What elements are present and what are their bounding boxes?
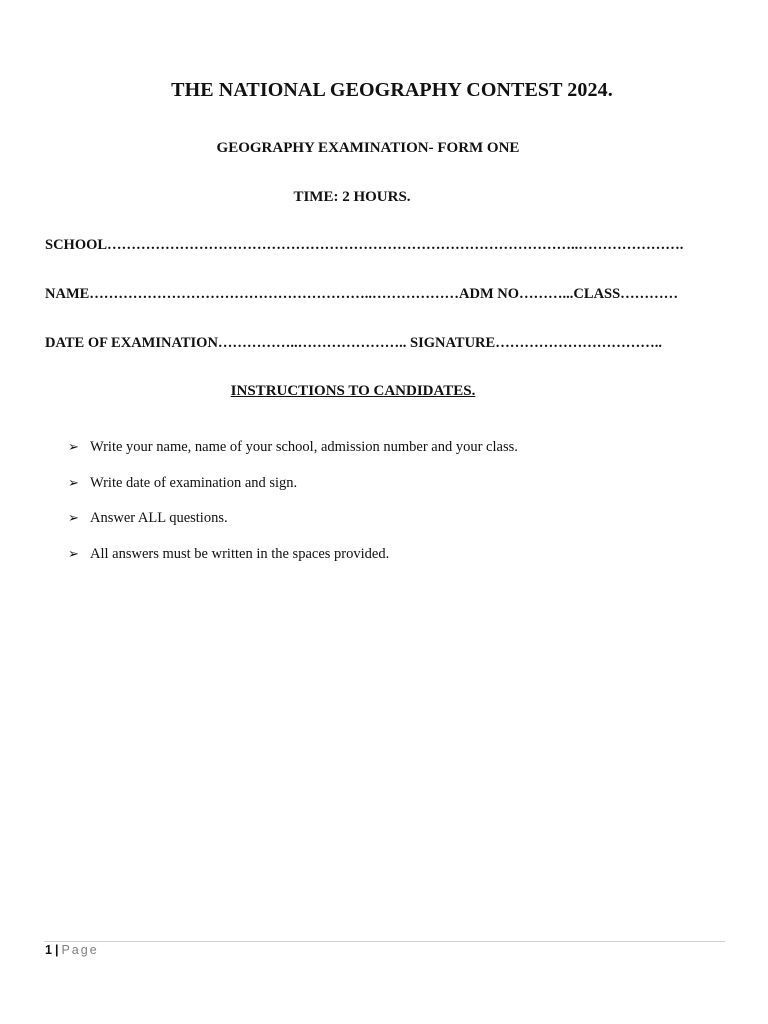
instructions-list	[68, 430, 518, 572]
list-item	[68, 501, 518, 537]
page-separator: |	[54, 943, 59, 957]
footer-divider	[44, 941, 725, 942]
list-item	[68, 466, 518, 502]
instruction-text: Write your name, name of your school, admission number and your class.	[90, 439, 518, 456]
arrow-bullet-icon: ➢	[68, 546, 79, 562]
exam-title: THE NATIONAL GEOGRAPHY CONTEST 2024.	[171, 79, 613, 101]
page-number: 1	[45, 943, 52, 957]
instruction-text: All answers must be written in the spaces provided.	[90, 545, 390, 562]
date-signature-field-line: DATE OF EXAMINATION……………..………………….. SIGNATURE……………………………..	[45, 335, 662, 351]
school-field-line: SCHOOL……………………………………………………………………………………..………………….	[45, 237, 684, 253]
list-item	[68, 430, 518, 466]
exam-subtitle: GEOGRAPHY EXAMINATION- FORM ONE	[216, 140, 520, 156]
instruction-text: Answer ALL questions.	[90, 510, 228, 527]
exam-time: TIME: 2 HOURS.	[293, 189, 411, 205]
page-footer	[45, 943, 99, 957]
arrow-bullet-icon: ➢	[68, 440, 79, 456]
name-adm-class-field-line: NAME…………………………………………………..………………ADM NO………...CLASS…………	[45, 286, 679, 302]
instructions-heading: INSTRUCTIONS TO CANDIDATES.	[230, 383, 476, 399]
instruction-text: Write date of examination and sign.	[90, 474, 298, 491]
list-item	[68, 537, 518, 573]
page-label: Page	[61, 943, 99, 957]
arrow-bullet-icon: ➢	[68, 511, 79, 527]
arrow-bullet-icon: ➢	[68, 475, 79, 491]
